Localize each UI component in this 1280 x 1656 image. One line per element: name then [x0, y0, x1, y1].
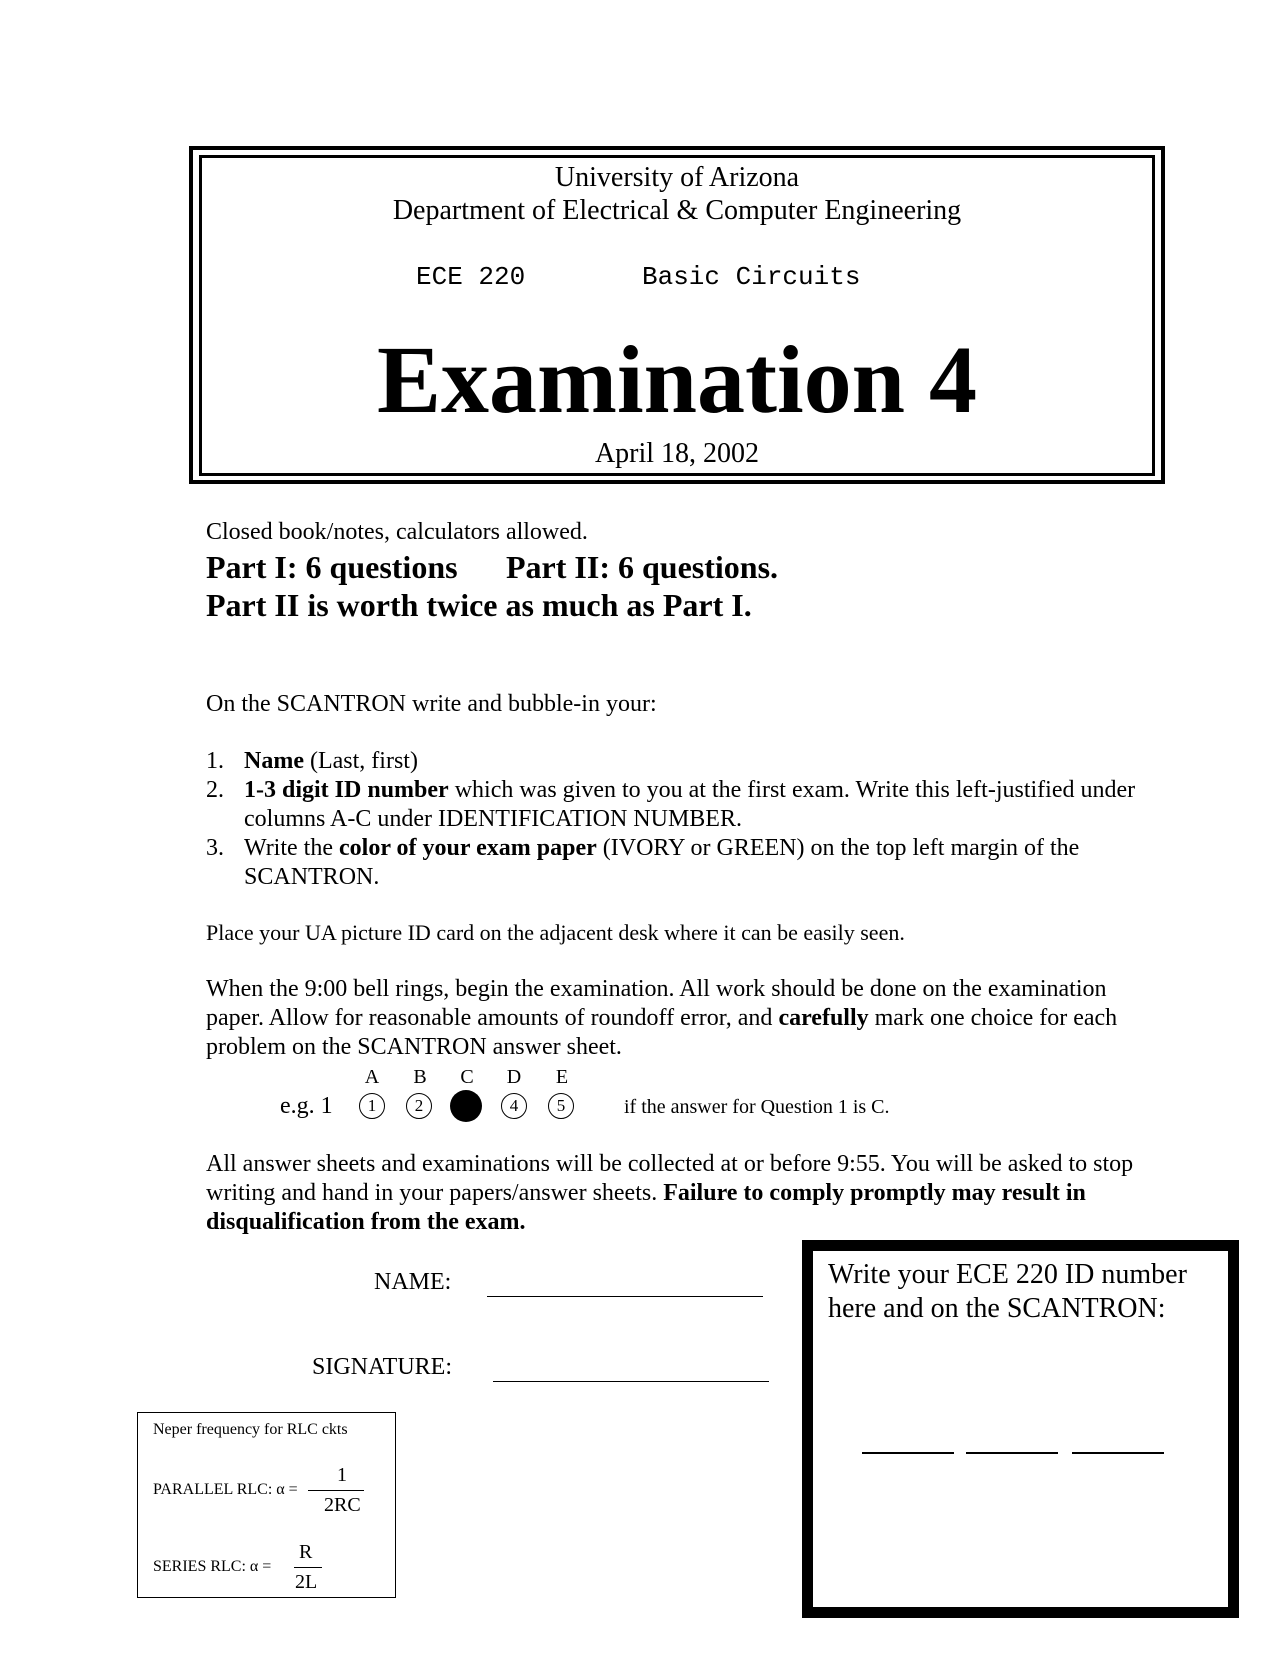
bubble-c-filled	[450, 1090, 482, 1122]
bubble-d: 4	[501, 1093, 527, 1119]
exam-rules: Closed book/notes, calculators allowed.	[206, 519, 588, 545]
column-letter-e: E	[555, 1066, 569, 1088]
bubble-e: 5	[548, 1093, 574, 1119]
name-field[interactable]	[487, 1296, 763, 1297]
list-item-number: 3.	[206, 835, 224, 861]
list-item-bold: Name	[244, 748, 304, 774]
signature-field[interactable]	[493, 1381, 769, 1382]
part-two-info: Part II: 6 questions.	[506, 549, 779, 585]
list-item-bold: 1-3 digit ID number	[244, 777, 449, 803]
exam-date: April 18, 2002	[594, 438, 760, 469]
collection-text: All answer sheets and examinations will be collected at or before 9:55. You will be asked to stop writing and hand in your papers/answer sheets.	[206, 1151, 1134, 1206]
column-letter-d: D	[506, 1066, 522, 1088]
list-item-text: which was given to you at the first exam. Write this left-justified under columns A-C under IDENTIFICATION NUMBER.	[244, 777, 1136, 832]
begin-bold: carefully	[778, 1005, 869, 1031]
collection-warning	[206, 1150, 1166, 1237]
series-numerator: R	[299, 1541, 313, 1563]
course-code: ECE 220	[416, 262, 526, 292]
id-box-text: Write your ECE 220 ID number here and on the SCANTRON:	[828, 1259, 1187, 1324]
series-rlc-label: SERIES RLC: α =	[153, 1558, 272, 1575]
signature-label: SIGNATURE:	[312, 1354, 453, 1380]
scantron-intro: On the SCANTRON write and bubble-in your:	[206, 691, 657, 717]
parallel-fraction-bar	[308, 1490, 364, 1491]
list-item-text: (Last, first)	[303, 748, 418, 774]
list-item-bold: color of your exam paper	[339, 835, 597, 861]
example-label: e.g. 1	[280, 1093, 333, 1119]
list-item-text: Write the	[244, 835, 339, 861]
collection-bold: Failure to comply promptly may result in disqualification from the exam.	[206, 1180, 1086, 1235]
id-digit-field-2[interactable]	[966, 1452, 1058, 1454]
series-denominator: 2L	[295, 1571, 318, 1593]
example-note: if the answer for Question 1 is C.	[624, 1096, 890, 1118]
parallel-denominator: 2RC	[324, 1494, 361, 1516]
parallel-rlc-label: PARALLEL RLC: α =	[153, 1481, 298, 1498]
column-letter-c: C	[460, 1066, 474, 1088]
id-digit-field-3[interactable]	[1072, 1452, 1164, 1454]
place-id-note: Place your UA picture ID card on the adjacent desk where it can be easily seen.	[206, 920, 905, 945]
list-item-number: 2.	[206, 777, 224, 803]
list-item-id	[244, 776, 1144, 834]
bubble-b: 2	[406, 1093, 432, 1119]
exam-title: Examination 4	[376, 326, 978, 433]
list-item-color	[244, 834, 1144, 892]
begin-text-end: mark one choice for each problem on the SCANTRON answer sheet.	[206, 1005, 1118, 1060]
course-name: Basic Circuits	[642, 262, 861, 292]
name-label: NAME:	[374, 1269, 452, 1295]
department-name: Department of Electrical & Computer Engineering	[392, 195, 962, 226]
begin-text: When the 9:00 bell rings, begin the examination. All work should be done on the examination paper. Allow for reasonable amounts of roundoff error, and	[206, 976, 1107, 1031]
begin-instructions	[206, 975, 1166, 1062]
list-item-text: (IVORY or GREEN) on the top left margin of the SCANTRON.	[244, 835, 1080, 890]
bubble-a: 1	[359, 1093, 385, 1119]
list-item-number: 1.	[206, 748, 224, 774]
parallel-numerator: 1	[337, 1464, 347, 1486]
column-letter-a: A	[364, 1066, 380, 1088]
part-one-info: Part I: 6 questions	[206, 549, 458, 585]
id-digit-field-1[interactable]	[862, 1452, 954, 1454]
neper-title: Neper frequency for RLC ckts	[153, 1421, 348, 1438]
list-item-name	[244, 747, 1144, 776]
series-fraction-bar	[294, 1567, 322, 1568]
column-letter-b: B	[413, 1066, 427, 1088]
university-name: University of Arizona	[554, 162, 800, 193]
part-weight-note: Part II is worth twice as much as Part I.	[206, 587, 752, 623]
